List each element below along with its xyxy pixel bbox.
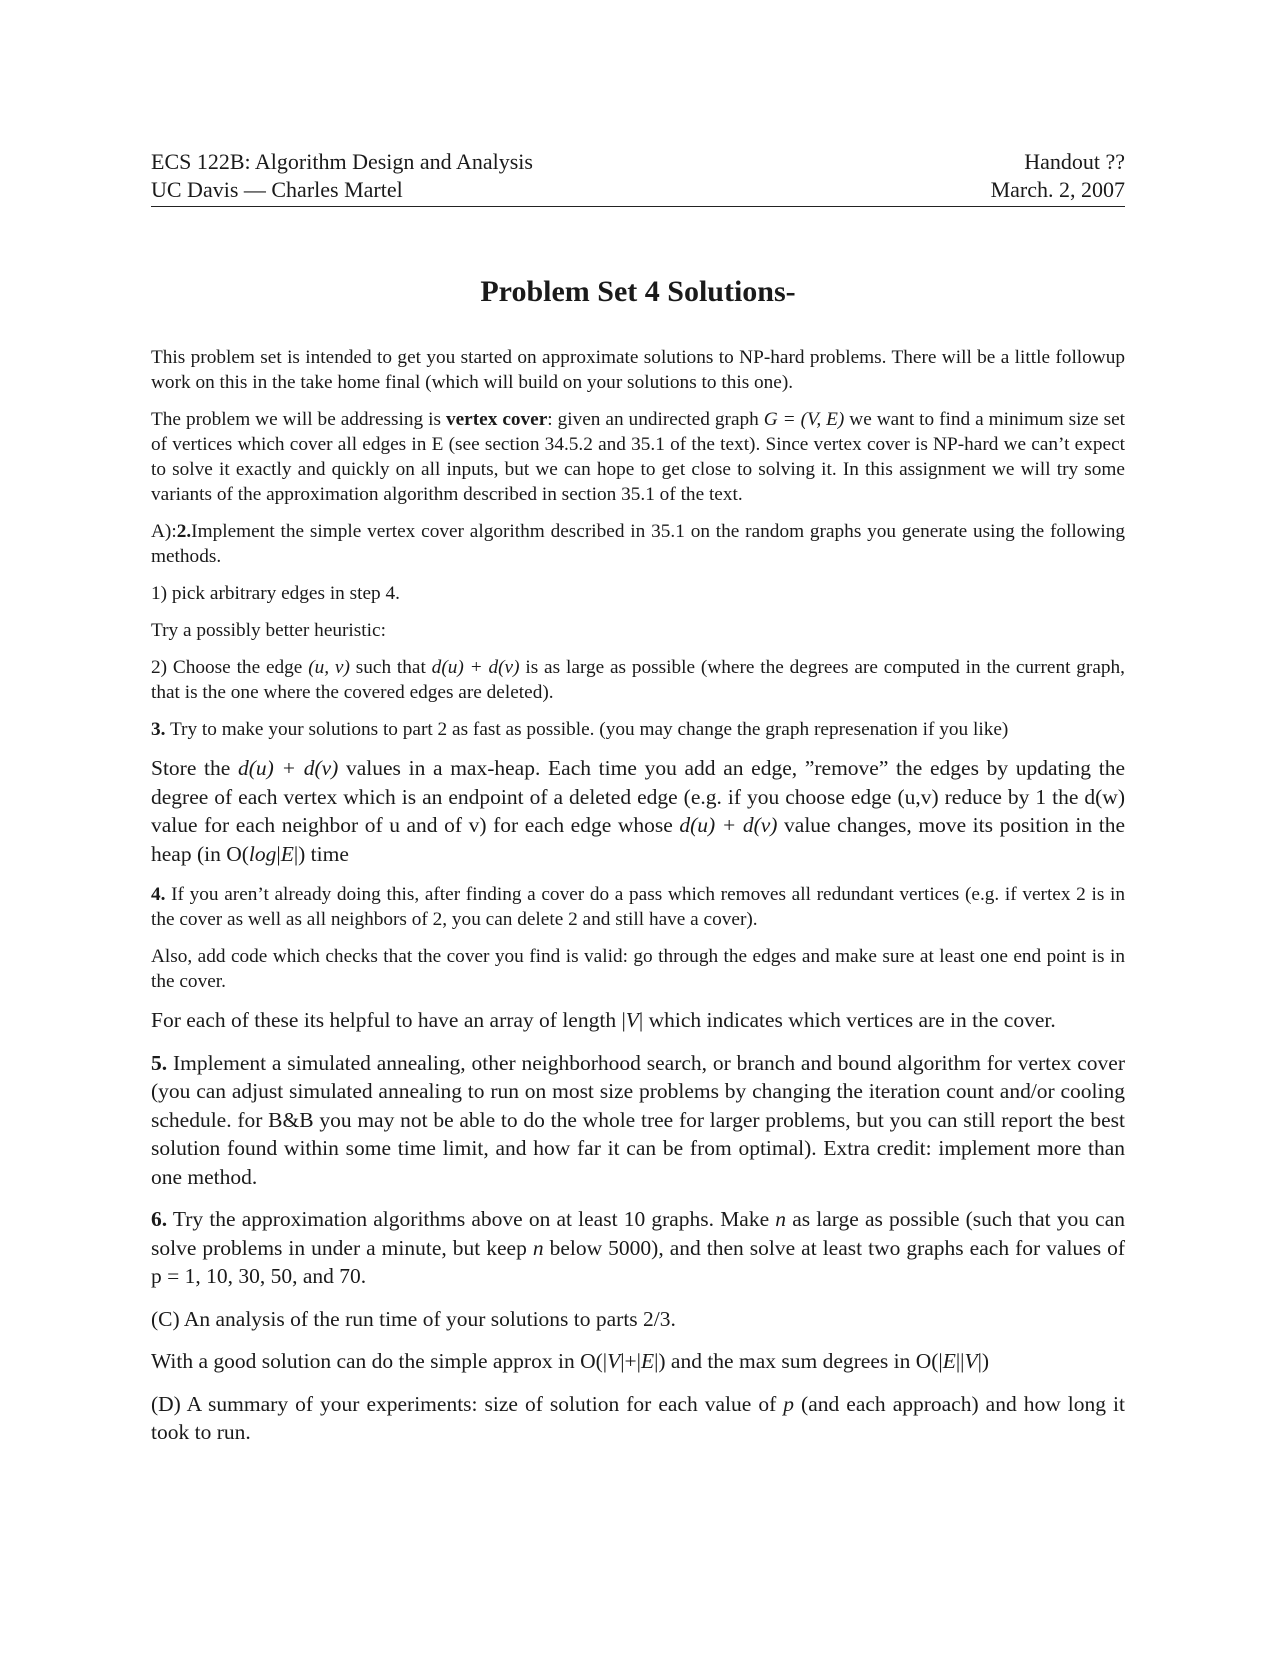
part-5-paragraph [151,1049,1125,1192]
part-a-text: Implement the simple vertex cover algorithm described in 35.1 on the random graphs you generate using the following methods. [151,521,1125,567]
array-paragraph [151,1006,1125,1035]
store-e: E [280,841,294,866]
part-6-text-b: as large as possible (such that you can solve problems in under a minute, but keep [151,1207,1125,1260]
part-3-number: 3. [151,719,166,740]
problem-paragraph [151,407,1125,507]
goodsol-v-1: V [607,1349,621,1373]
store-bar: | [276,841,281,866]
part-6-number: 6. [151,1207,168,1231]
part-a-prefix: A): [151,521,177,542]
handout-date: March. 2, 2007 [990,177,1125,202]
store-text-b: values in a max-heap. Each time you add an edge, ”remove” the edges by updating the degree of each vertex which is an endpoint of a deleted edge (e.g. if you choose edge (u,v) reduce by 1 the d(w) value for each neighbor of u and of v) for each edge whose [151,756,1125,837]
part-a-number: 2. [176,521,192,542]
goodsol-v-2: V [964,1349,978,1373]
part-4-number: 4. [151,884,166,905]
part-5-text: Implement a simulated annealing, other neighborhood search, or branch and bound algorithm for vertex cover (you can adjust simulated annealing to run on most size problems by changing the iteration count and/or cooling schedule. for B&B you may not be able to do the whole tree for larger problems, but you can still report the best solution found within some time limit, and how far it can be from optimal). Extra credit: implement more than one method. [151,1050,1125,1189]
goodsol-text-a: With a good solution can do the simple approx in O(| [151,1349,608,1373]
graph-formula: G = (V, E) [763,409,845,430]
document-title: Problem Set 4 Solutions- [480,275,796,308]
store-paragraph [151,754,1125,868]
step-2-paragraph [151,655,1125,705]
heuristic-paragraph: Try a possibly better heuristic: [151,620,386,641]
array-v: V [625,1008,639,1032]
part-5-number: 5. [151,1050,168,1075]
handout-number: Handout ?? [1024,149,1125,174]
document-page [151,148,1125,1459]
part-6-text-a: Try the approximation algorithms above on at least 10 graphs. Make [167,1207,776,1231]
part-4-paragraph [151,882,1125,932]
intro-paragraph: This problem set is intended to get you started on approximate solutions to NP-hard problems. There will be a little followup work on this in the take home final (which will build on your solutions to this one). [151,347,1125,393]
store-degree-sum-2: d(u) + d(v) [679,813,778,837]
problem-text-1: : given an undirected graph [547,409,764,430]
part-4-text: If you aren’t already doing this, after finding a cover do a pass which removes all redundant vertices (e.g. if vertex 2 is in the cover as well as all neighbors of 2, you can delete 2 and still have a cover). [151,884,1125,930]
store-log: log [248,841,277,866]
part-d-p: p [783,1391,795,1416]
step-2-text-b: such that [349,657,432,678]
part-c-paragraph: (C) An analysis of the run time of your solutions to parts 2/3. [151,1306,676,1331]
step-1-paragraph: 1) pick arbitrary edges in step 4. [151,583,400,604]
also-paragraph: Also, add code which checks that the cover you find is valid: go through the edges and make sure at least one end point is in the cover. [151,946,1125,992]
part-6-paragraph [151,1205,1125,1291]
goodsol-e-2: E [942,1349,956,1373]
goodsol-text-b: |+| [620,1349,641,1373]
step-2-text-c: is as large as possible (where the degrees are computed in the current graph, that is the one where the covered edges are deleted). [151,657,1125,703]
goodsol-text-e: |) [977,1349,990,1373]
header-right [991,148,1125,204]
part-d-text-a: (D) A summary of your experiments: size of solution for each value of [151,1391,784,1416]
goodsol-text-d: || [955,1349,965,1373]
part-d-paragraph [151,1390,1125,1447]
problem-lead: The problem we will be addressing is [151,409,446,430]
store-text-c: value changes, move its position in the heap (in O( [151,813,1125,866]
part-3-paragraph [151,717,1125,742]
part-6-n-1: n [775,1207,787,1231]
part-3-text: Try to make your solutions to part 2 as fast as possible. (you may change the graph represenation if you like) [165,719,1009,740]
part-6-n-2: n [532,1235,544,1260]
part-a-paragraph [151,519,1125,569]
goodsol-e-1: E [640,1349,655,1373]
course-title: ECS 122B: Algorithm Design and Analysis [151,149,533,174]
header-left [151,148,533,204]
step-2-text-a: 2) Choose the edge [151,657,309,678]
problem-term: vertex cover [445,409,548,430]
goodsol-text-c: |) and the max sum degrees in O(| [654,1349,943,1373]
part-d-text-b: (and each approach) and how long it took to run. [151,1391,1125,1444]
store-text-a: Store the [151,756,239,780]
edge-uv: (u, v) [308,657,350,678]
problem-text-2: we want to find a minimum size set of vertices which cover all edges in E (see section 34.5.2 and 35.1 of the text). Since vertex cover is NP-hard we can’t expect to solve it exactly and quickly on all inputs, but we can hope to get close to solving it. In this assignment we will try some variants of the approximation algorithm described in section 35.1 of the text. [151,409,1125,505]
array-text-a: For each of these its helpful to have an array of length | [151,1008,626,1032]
instructor-line: UC Davis — Charles Martel [151,177,403,202]
store-text-e: |) time [293,841,349,866]
good-solution-paragraph [151,1347,1125,1376]
degree-sum: d(u) + d(v) [431,657,520,678]
array-text-b: | which indicates which vertices are in the cover. [638,1008,1056,1032]
store-degree-sum-1: d(u) + d(v) [238,756,339,780]
page-header [151,148,1125,207]
part-6-text-c: below 5000), and then solve at least two graphs each for values of p = 1, 10, 30, 50, and 70. [151,1235,1125,1288]
